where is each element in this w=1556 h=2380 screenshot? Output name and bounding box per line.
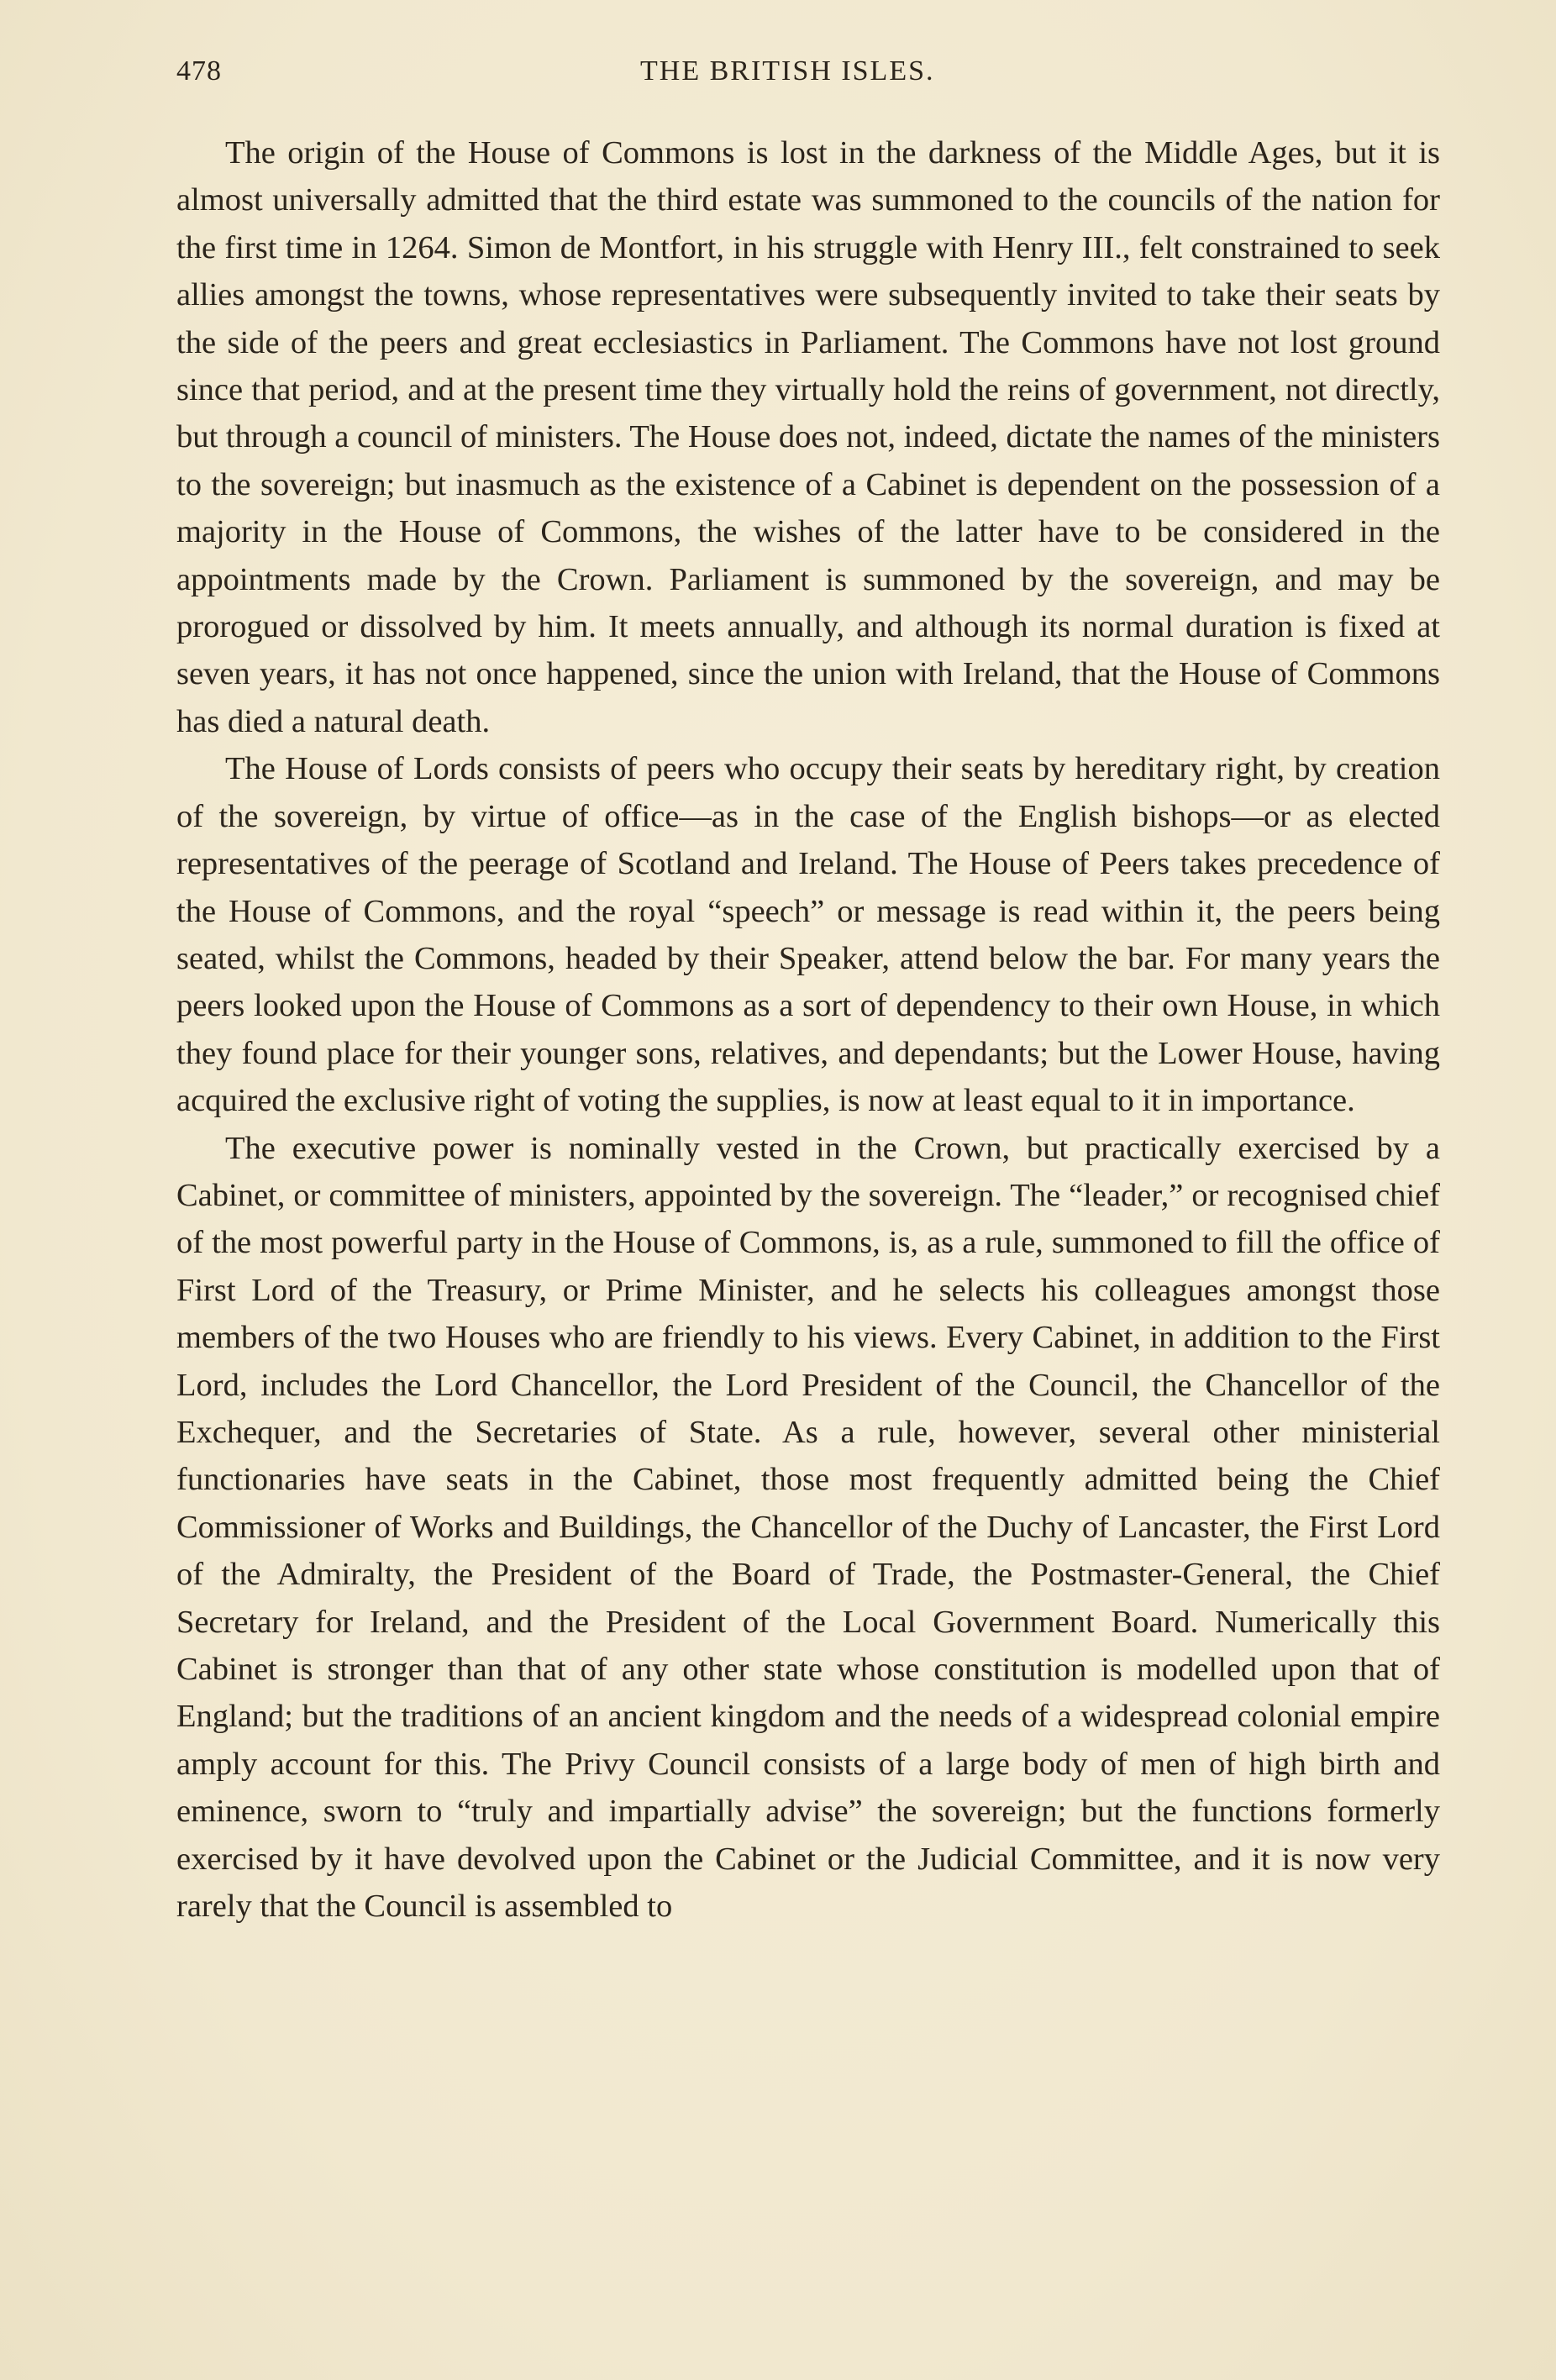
- page-number: 478: [176, 55, 222, 87]
- page-header: [176, 55, 1437, 97]
- paragraph: The House of Lords consists of peers who occupy their seats by hereditary right, by creation of the sovereign, by virtue of office—as in the case of the English bishops—or as elected representatives of the peerage of Scotland and Ireland. The House of Peers takes precedence of the House of Commons, and the royal “speech” or message is read within it, the peers being seated, whilst the Commons, headed by their Speaker, attend below the bar. For many years the peers looked upon the House of Commons as a sort of dependency to their own House, in which they found place for their younger sons, relatives, and dependants; but the Lower House, having acquired the exclusive right of voting the supplies, is now at least equal to it in importance.: [176, 751, 1440, 1119]
- paragraph: The executive power is nominally vested in the Crown, but practically exercised by a Cabinet, or committee of ministers, appointed by the sovereign. The “leader,” or recognised chief of the most powerful party in the House of Commons, is, as a rule, summoned to fill the office of First Lord of the Treasury, or Prime Minister, and he selects his colleagues amongst those members of the two Houses who are friendly to his views. Every Cabinet, in addition to the First Lord, includes the Lord Chancellor, the Lord President of the Council, the Chancellor of the Exchequer, and the Secretaries of State. As a rule, however, several other ministerial functionaries have seats in the Cabinet, those most frequently admitted being the Chief Commissioner of Works and Buildings, the Chancellor of the Duchy of Lancaster, the First Lord of the Admiralty, the President of the Board of Trade, the Postmaster-General, the Chief Secretary for Ireland, and the President of the Local Government Board. Numerically this Cabinet is stronger than that of any other state whose constitution is modelled upon that of England; but the traditions of an ancient kingdom and the needs of a widespread colonial empire amply account for this. The Privy Council consists of a large body of men of high birth and eminence, sworn to “truly and impartially advise” the sovereign; but the functions formerly exercised by it have devolved upon the Cabinet or the Judicial Committee, and it is now very rarely that the Council is assembled to: [176, 1130, 1440, 1925]
- body-text: [176, 129, 1440, 1930]
- paragraph: The origin of the House of Commons is lost in the darkness of the Middle Ages, but it is almost universally admitted that the third estate was summoned to the councils of the nation for the first time in 1264. Simon de Montfort, in his struggle with Henry III., felt constrained to seek allies amongst the towns, whose representatives were subsequently invited to take their seats by the side of the peers and great ecclesiastics in Parliament. The Commons have not lost ground since that period, and at the present time they virtually hold the reins of government, not directly, but through a council of ministers. The House does not, indeed, dictate the names of the ministers to the sovereign; but inasmuch as the existence of a Cabinet is dependent on the possession of a majority in the House of Commons, the wishes of the latter have to be considered in the appointments made by the Crown. Parliament is summoned by the sovereign, and may be prorogued or dissolved by him. It meets annually, and although its normal duration is fixed at seven years, it has not once happened, since the union with Ireland, that the House of Commons has died a natural death.: [176, 135, 1440, 739]
- running-title: THE BRITISH ISLES.: [640, 55, 935, 87]
